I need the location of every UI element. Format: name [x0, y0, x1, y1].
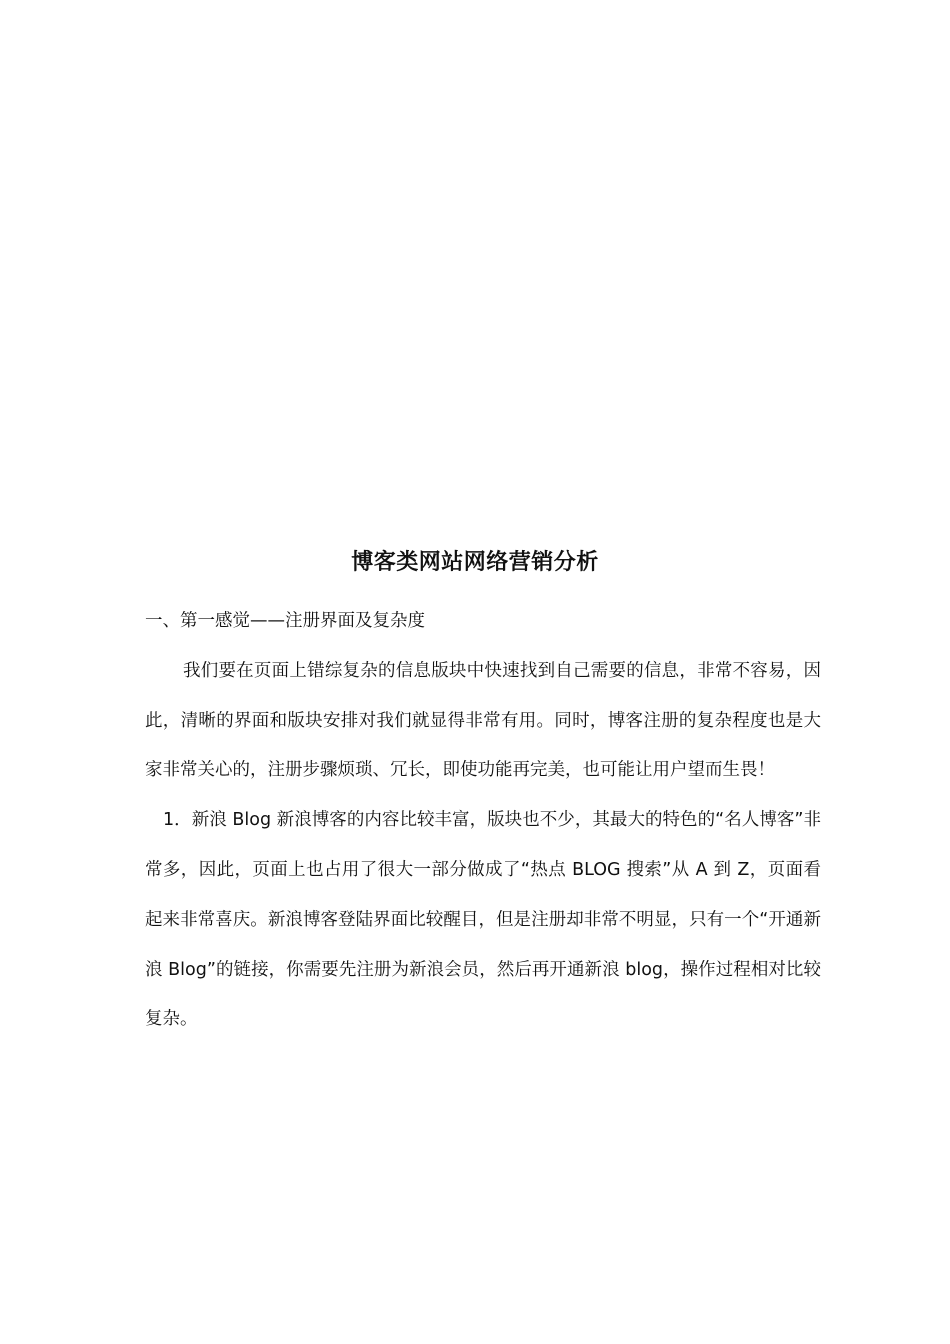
paragraph-intro: 我们要在页面上错综复杂的信息版块中快速找到自己需要的信息，非常不容易，因此，清晰的界面和版块安排对我们就显得非常有用。同时，博客注册的复杂程度也是大家非常关心的，注册步骤烦琐、冗长，即使功能再完美，也可能让用户望而生畏！	[145, 660, 821, 781]
document-title: 博客类网站网络营销分析	[351, 550, 599, 575]
document-body	[145, 597, 821, 1045]
paragraph-sina-blog: 1．新浪 Blog 新浪博客的内容比较丰富，版块也不少，其最大的特色的“名人博客”非常多，因此，页面上也占用了很大一部分做成了“热点 BLOG 搜索”从 A 到 Z，页面看起来非常喜庆。新浪博客登陆界面比较醒目，但是注册却非常不明显，只有一个“开通新浪 Blog”的链接，你需要先注册为新浪会员，然后再开通新浪 blog，操作过程相对比较复杂。	[145, 810, 821, 1030]
section-heading: 一、第一感觉——注册界面及复杂度	[145, 611, 425, 631]
